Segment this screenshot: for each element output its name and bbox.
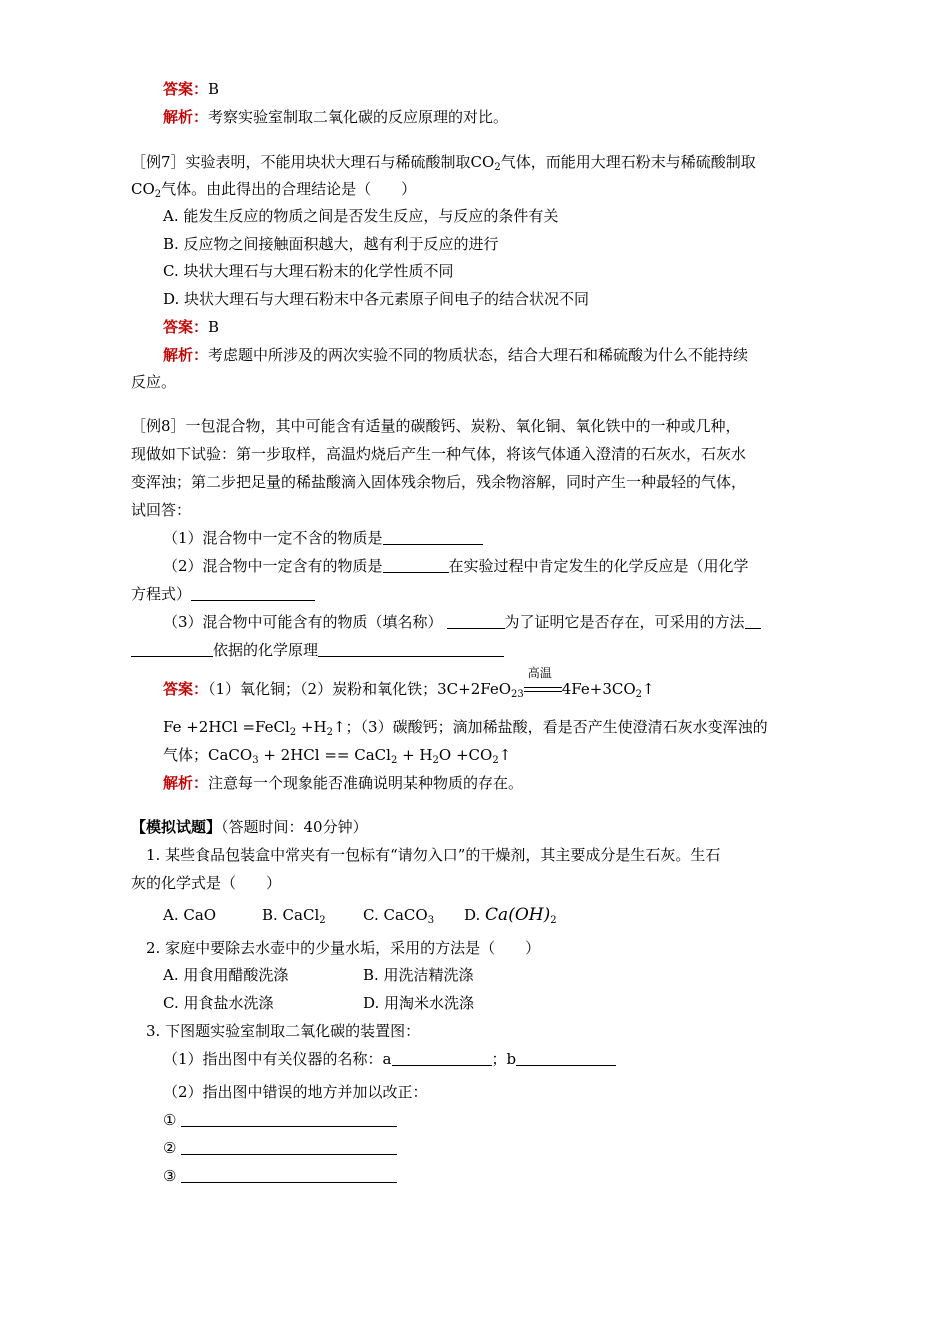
ex8-question-line4: 试回答： <box>131 501 192 519</box>
ex7-analysis <box>163 344 748 366</box>
ex8-part3 <box>163 611 761 633</box>
sim-q1-option-a: A. CaO <box>163 906 217 924</box>
sim-q2-option-d: D. 用淘米水洗涤 <box>363 994 475 1012</box>
ex6-analysis <box>163 106 508 128</box>
option-label: D. <box>464 906 481 924</box>
sim-q1-line1: 1. 某些食品包装盒中常夹有一包标有“请勿入口”的干燥剂，其主要成分是生石灰。生石 <box>146 846 721 864</box>
answer-label: 答案： <box>163 680 209 698</box>
ex8-part1 <box>163 527 483 549</box>
ex7-question-line2 <box>131 178 416 206</box>
answer-text: +H <box>296 718 327 736</box>
subscript: 2 <box>635 689 643 700</box>
analysis-label: 解析： <box>163 774 209 792</box>
sim-q1-option-c <box>363 904 434 932</box>
analysis-label: 解析： <box>163 346 209 364</box>
part-text: （3）混合物中可能含有的物质（填名称） <box>163 613 443 631</box>
subscript: 2 <box>550 915 557 926</box>
question-text: 气体，而能用大理石粉末与稀硫酸制取 <box>500 153 756 171</box>
equal-bar <box>524 691 562 692</box>
answer-text: + H <box>397 746 433 764</box>
ex8-question-line2: 现做如下试验：第一步取样，高温灼烧后产生一种气体，将该气体通入澄清的石灰水，石灰水 <box>131 445 747 463</box>
answer-text: ↑；（3）碳酸钙；滴加稀盐酸，看是否产生使澄清石灰水变浑浊的 <box>332 718 768 736</box>
answer-blank[interactable] <box>191 585 315 601</box>
sim-q1-option-b <box>262 904 326 932</box>
subscript: 2 <box>511 689 518 700</box>
condition-text: 高温 <box>527 666 552 680</box>
answer-blank[interactable] <box>383 529 483 545</box>
subscript: 2 <box>319 915 326 926</box>
answer-text: （1）氧化铜；（2）炭粉和氧化铁；3C+2Fe <box>208 680 499 698</box>
part-text: 在实验过程中肯定发生的化学反应是（用化学 <box>448 557 749 575</box>
answer-text: + 2HCl == CaCl <box>258 746 391 764</box>
answer-blank[interactable] <box>181 1111 397 1127</box>
part-text: 依据的化学原理 <box>213 641 319 659</box>
analysis-text: 考虑题中所涉及的两次实验不同的物质状态，结合大理石和稀硫酸为什么不能持续 <box>208 346 749 364</box>
example-tag: ［例8］ <box>131 417 186 435</box>
part-text: 为了证明它是否存在，可采用的方法 <box>504 613 745 631</box>
answer-blank[interactable] <box>745 613 761 629</box>
question-text: CO <box>131 180 155 198</box>
sim-q3: 3. 下图题实验室制取二氧化碳的装置图： <box>146 1022 421 1040</box>
question-text: 一包混合物，其中可能含有适量的碳酸钙、炭粉、氧化铜、氧化铁中的一种或几种， <box>185 417 741 435</box>
option-formula: Ca(OH) <box>485 905 551 925</box>
ex8-analysis <box>163 772 523 794</box>
answer-value: B <box>208 318 220 336</box>
subscript: 3 <box>252 755 259 766</box>
example-tag: ［例7］ <box>131 153 186 171</box>
answer-text: O +CO <box>438 746 493 764</box>
ex8-question-line1 <box>131 415 741 437</box>
subscript: 2 <box>326 727 333 738</box>
answer-blank[interactable] <box>181 1167 397 1183</box>
sim-q1-option-d <box>464 904 557 932</box>
subscript: 2 <box>494 162 501 173</box>
item-number: ② <box>163 1139 177 1157</box>
item-number: ① <box>163 1111 177 1129</box>
answer-label: 答案： <box>163 80 209 98</box>
sim-q2-option-a: A. 用食用醋酸洗涤 <box>163 966 289 984</box>
question-text: 实验表明，不能用块状大理石与稀硫酸制取CO <box>185 153 495 171</box>
answer-blank[interactable] <box>447 613 505 629</box>
sim-q3-item-2 <box>163 1137 397 1159</box>
ex6-answer <box>163 78 219 100</box>
ex8-answer-line3 <box>163 744 511 772</box>
sim-q2-option-c: C. 用食盐水洗涤 <box>163 994 274 1012</box>
item-number: ③ <box>163 1167 177 1185</box>
part-text: （1）指出图中有关仪器的名称：a <box>163 1050 392 1068</box>
analysis-text: 考察实验室制取二氧化碳的反应原理的对比。 <box>208 108 509 126</box>
answer-blank[interactable] <box>383 557 449 573</box>
ex8-part2 <box>163 555 749 577</box>
sim-q3-item-3 <box>163 1165 397 1187</box>
subscript: 3 <box>427 915 435 926</box>
ex7-option-d: D. 块状大理石与大理石粉末中各元素原子间电子的结合状况不同 <box>163 290 590 308</box>
option-text: C. CaCO <box>363 906 428 924</box>
part-text: 方程式） <box>131 585 192 603</box>
question-text: 气体。由此得出的合理结论是（ ） <box>161 180 417 198</box>
ex8-question-line3: 变浑浊；第二步把足量的稀盐酸滴入固体残余物后，残余物溶解，同时产生一种最轻的气体， <box>131 473 747 491</box>
gas-arrow: ↑ <box>498 746 512 764</box>
ex8-part2-line2 <box>131 583 315 605</box>
subscript: 3 <box>517 689 524 700</box>
answer-value: B <box>208 80 220 98</box>
answer-blank[interactable] <box>181 1139 397 1155</box>
part-text: （2）混合物中一定含有的物质是 <box>163 557 383 575</box>
subscript: 2 <box>390 755 398 766</box>
ex8-answer-line2 <box>163 716 768 744</box>
sim-q3-part1 <box>163 1048 616 1070</box>
analysis-text: 注意每一个现象能否准确说明某种物质的存在。 <box>208 774 524 792</box>
part-text: （1）混合物中一定不含的物质是 <box>163 529 383 547</box>
subscript: 2 <box>289 727 297 738</box>
sim-q3-item-1 <box>163 1109 397 1131</box>
gas-arrow: ↑ <box>642 680 655 698</box>
subscript: 2 <box>432 755 439 766</box>
sim-q2: 2. 家庭中要除去水壶中的少量水垢，采用的方法是（ ） <box>146 939 541 957</box>
subscript: 2 <box>154 189 162 200</box>
ex7-answer <box>163 316 219 338</box>
sim-q1-line2: 灰的化学式是（ ） <box>131 874 282 892</box>
answer-blank-a[interactable] <box>392 1050 492 1066</box>
section-heading: 【模拟试题】 <box>131 818 222 836</box>
ex7-analysis-line2: 反应。 <box>131 373 177 391</box>
equal-bar <box>524 687 562 688</box>
sim-q2-option-b: B. 用洗洁精洗涤 <box>363 966 474 984</box>
answer-text: Fe +2HCl =FeCl <box>163 718 290 736</box>
answer-label: 答案： <box>163 318 209 336</box>
analysis-label: 解析： <box>163 108 209 126</box>
sim-header <box>131 816 368 838</box>
ex7-question-line1 <box>131 151 756 179</box>
option-text: B. CaCl <box>262 906 320 924</box>
answer-blank[interactable] <box>318 641 504 657</box>
answer-text: 4Fe+3CO <box>561 680 636 698</box>
ex8-answer <box>163 666 655 706</box>
time-note: （答题时间：40分钟） <box>221 818 368 836</box>
ex8-part3-line2 <box>131 639 504 661</box>
ex7-option-a: A. 能发生反应的物质之间是否发生反应，与反应的条件有关 <box>163 207 559 225</box>
subscript: 2 <box>492 755 499 766</box>
sim-q3-part2: （2）指出图中错误的地方并加以改正： <box>163 1083 428 1101</box>
part-text: ；b <box>491 1050 517 1068</box>
reaction-condition <box>524 666 562 700</box>
answer-text: 气体；CaCO <box>163 746 253 764</box>
answer-blank[interactable] <box>131 641 213 657</box>
ex7-option-c: C. 块状大理石与大理石粉末的化学性质不同 <box>163 262 454 280</box>
answer-text: O <box>498 680 512 698</box>
ex7-option-b: B. 反应物之间接触面积越大，越有利于反应的进行 <box>163 235 499 253</box>
answer-blank-b[interactable] <box>516 1050 616 1066</box>
